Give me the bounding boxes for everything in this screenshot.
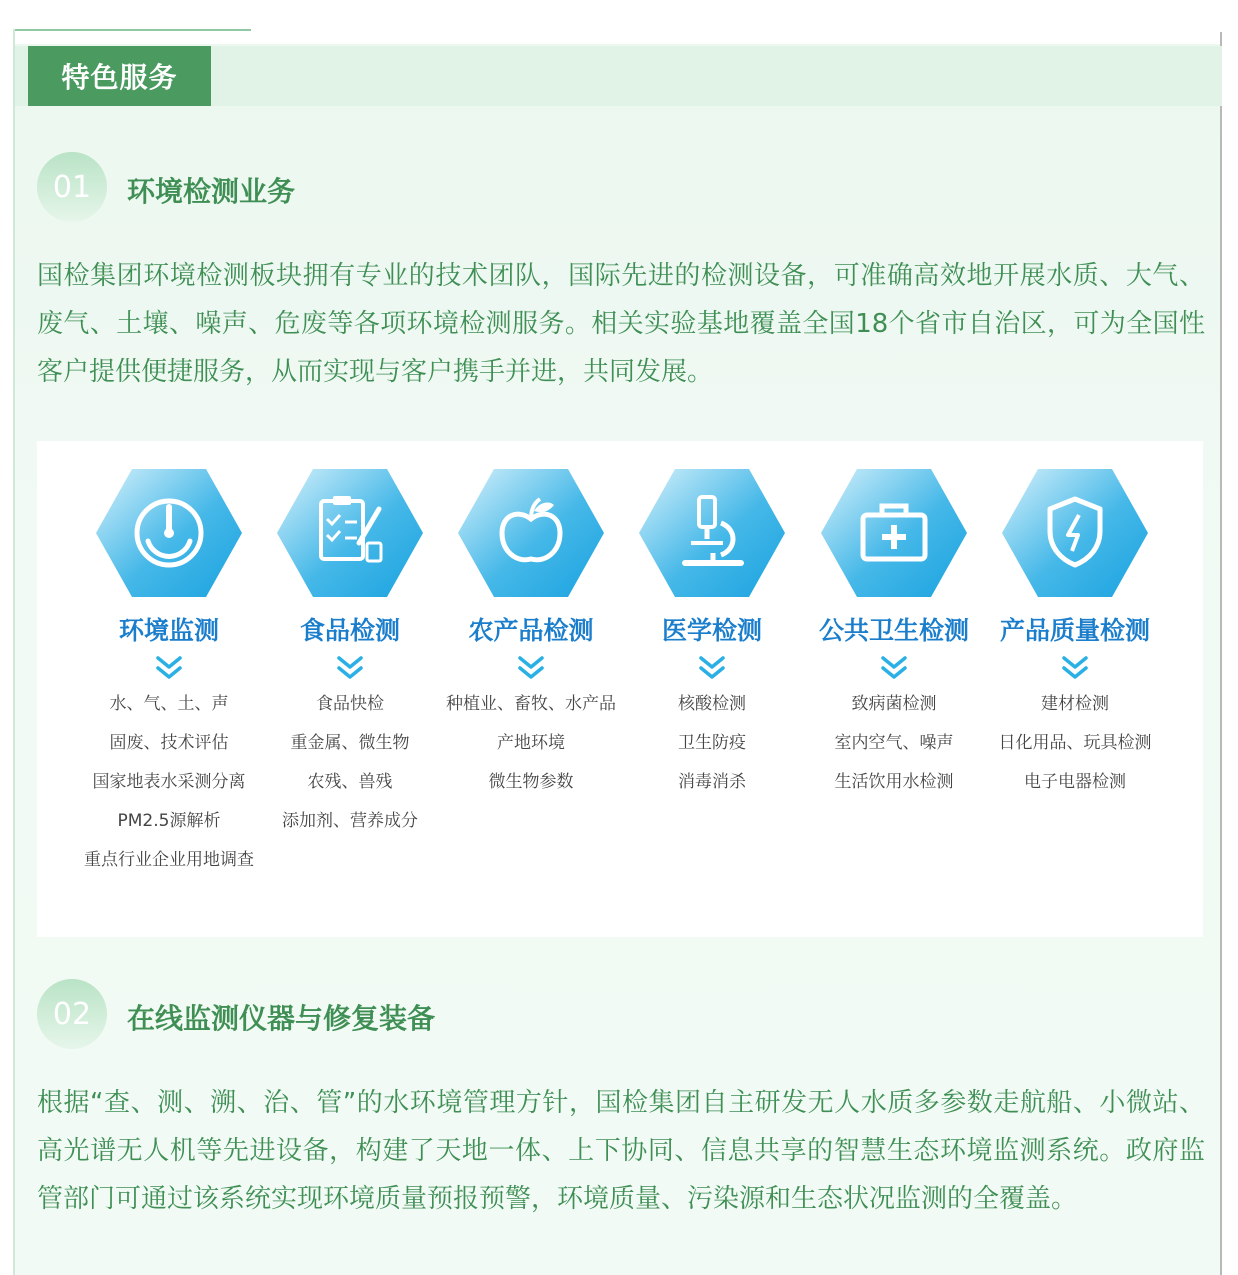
section-header-tab: 特色服务 <box>28 46 211 106</box>
service-item: 室内空气、噪声 <box>834 733 954 753</box>
service-title: 农产品检测 <box>468 616 594 645</box>
service-column <box>809 467 979 802</box>
double-chevron-down-icon <box>1061 655 1089 681</box>
section-number-badge: 01 <box>37 152 107 222</box>
double-chevron-down-icon <box>698 655 726 681</box>
service-item: 产地环境 <box>497 733 565 753</box>
service-item: 重点行业企业用地调查 <box>84 850 254 870</box>
service-item: 固废、技术评估 <box>109 733 229 753</box>
services-card <box>37 441 1203 937</box>
service-item: 添加剂、营养成分 <box>282 811 418 831</box>
service-item: 日化用品、玩具检测 <box>998 733 1152 753</box>
service-item: 国家地表水采测分离 <box>92 772 246 792</box>
shield-bolt-icon <box>1000 467 1150 599</box>
frame-top-border <box>13 29 251 31</box>
frame-right-border <box>1220 32 1222 1275</box>
service-title: 产品质量检测 <box>999 616 1150 645</box>
service-title: 食品检测 <box>299 616 400 645</box>
service-item: 电子电器检测 <box>1024 772 1126 792</box>
service-item: 致病菌检测 <box>851 694 937 714</box>
apple-icon <box>456 467 606 599</box>
service-item: 种植业、畜牧、水产品 <box>446 694 616 714</box>
service-title: 公共卫生检测 <box>818 616 969 645</box>
service-column <box>446 467 616 802</box>
section-body: 国检集团环境检测板块拥有专业的技术团队，国际先进的检测设备，可准确高效地开展水质、大气、废气、土壤、噪声、危废等各项环境检测服务。相关实验基地覆盖全国18个省市自治区，可为全国性客户提供便捷服务，从而实现与客户携手并进，共同发展。 <box>37 261 1205 387</box>
section-title: 在线监测仪器与修复装备 <box>127 1002 436 1035</box>
section-body: 根据“查、测、溯、治、管”的水环境管理方针，国检集团自主研发无人水质多参数走航船、小微站、高光谱无人机等先进设备，构建了天地一体、上下协同、信息共享的智慧生态环境监测系统。政府监管部门可通过该系统实现环境质量预报预警，环境质量、污染源和生态状况监测的全覆盖。 <box>37 1088 1205 1214</box>
service-column <box>627 467 797 802</box>
double-chevron-down-icon <box>880 655 908 681</box>
double-chevron-down-icon <box>517 655 545 681</box>
service-item: 微生物参数 <box>488 772 574 792</box>
service-item: 食品快检 <box>316 694 384 714</box>
service-title: 环境监测 <box>118 616 219 645</box>
service-item: 消毒消杀 <box>678 772 746 792</box>
service-item: 建材检测 <box>1041 694 1109 714</box>
service-item: 卫生防疫 <box>678 733 746 753</box>
service-item: 核酸检测 <box>678 694 746 714</box>
service-item: 重金属、微生物 <box>290 733 410 753</box>
gauge-icon <box>94 467 244 599</box>
service-item: 水、气、土、声 <box>109 694 229 714</box>
clipboard-checklist-icon <box>275 467 425 599</box>
double-chevron-down-icon <box>155 655 183 681</box>
double-chevron-down-icon <box>336 655 364 681</box>
service-item: 农残、兽残 <box>307 772 393 792</box>
service-column <box>265 467 435 841</box>
medical-kit-icon <box>819 467 969 599</box>
service-column <box>84 467 254 880</box>
service-item: 生活饮用水检测 <box>834 772 954 792</box>
service-title: 医学检测 <box>661 616 762 645</box>
section-number-badge: 02 <box>37 979 107 1049</box>
microscope-icon <box>637 467 787 599</box>
section-title: 环境检测业务 <box>127 175 296 208</box>
service-item: PM2.5源解析 <box>117 811 221 831</box>
service-column <box>990 467 1160 802</box>
